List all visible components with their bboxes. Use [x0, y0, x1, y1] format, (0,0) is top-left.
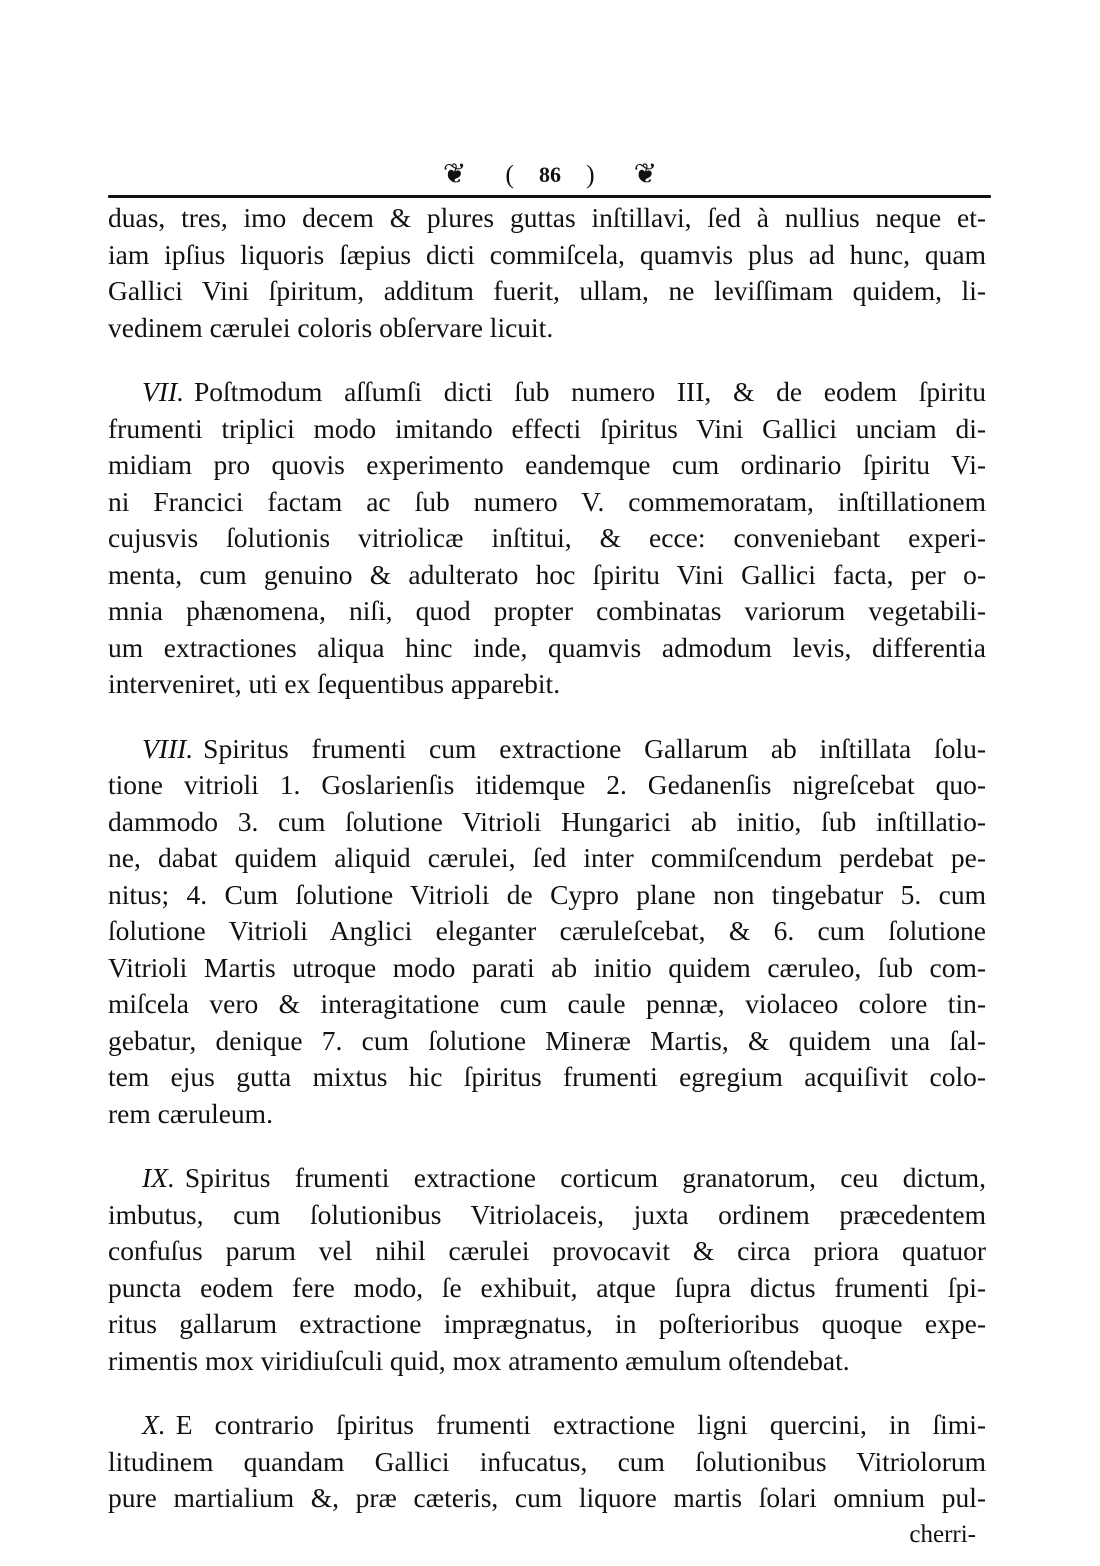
line-text: duas, tres, imo decem & plures guttas inſtillavi, ſed à nullius neque et- — [108, 202, 986, 233]
line-text: tione vitrioli 1. Goslarienſis itidemque 2. Gedanenſis nigreſcebat quo- — [108, 769, 986, 800]
text-line — [108, 630, 986, 667]
text-line — [108, 484, 986, 521]
paragraph-gap — [108, 346, 986, 374]
paragraph — [108, 374, 986, 703]
line-text: dammodo 3. cum ſolutione Vitrioli Hungarici ab initio, ſub inſtillatio- — [108, 805, 986, 837]
text-line — [108, 804, 986, 841]
close-paren: ) — [586, 159, 595, 189]
line-text: E contrario ſpiritus frumenti extractione ligni quercini, in ſimi- — [175, 1409, 986, 1440]
section-numeral: VII. — [142, 376, 184, 407]
line-text: iam ipſius liquoris ſæpius dicti commiſcela, quamvis plus ad hunc, quam — [108, 238, 986, 270]
text-line — [108, 593, 986, 630]
line-text: cujusvis ſolutionis vitriolicæ inſtitui, & ecce: conveniebant experi- — [108, 522, 986, 553]
open-paren: ( — [505, 159, 514, 189]
text-line — [108, 767, 986, 804]
running-header — [0, 158, 1100, 190]
text-line — [108, 913, 986, 950]
section-numeral: IX. — [142, 1162, 175, 1193]
line-text: ne, dabat quidem aliquid cærulei, ſed inter commiſcendum perdebat pe- — [108, 842, 986, 873]
text-line — [108, 411, 986, 448]
line-text: pure martialium &, præ cæteris, cum liquore martis ſolari omnium pul- — [108, 1482, 986, 1513]
line-text: Vitrioli Martis utroque modo parati ab initio quidem cæruleo, ſub com- — [108, 951, 986, 983]
line-text: ſolutione Vitrioli Anglici eleganter cæruleſcebat, & 6. cum ſolutione — [108, 915, 986, 946]
text-line — [108, 557, 986, 594]
text-line — [108, 1023, 986, 1060]
section-numeral: X. — [142, 1409, 166, 1440]
text-line — [108, 374, 986, 411]
line-text: Spiritus frumenti cum extractione Gallarum ab inſtillata ſolu- — [203, 732, 986, 764]
text-line — [108, 1160, 986, 1197]
text-line — [108, 447, 986, 484]
fleuron-right-icon: ❦ — [633, 158, 658, 190]
line-text: Poſtmodum aſſumſi dicti ſub numero III, & de eodem ſpiritu — [194, 376, 986, 407]
line-text: ni Francici factam ac ſub numero V. commemoratam, inſtillationem — [108, 485, 986, 517]
text-line — [108, 1233, 986, 1270]
paragraph-gap — [108, 703, 986, 731]
fleuron-left-icon: ❦ — [442, 158, 467, 190]
line-text: litudinem quandam Gallici infucatus, cum ſolutionibus Vitriolorum — [108, 1445, 986, 1477]
section-numeral: VIII. — [142, 732, 194, 764]
paragraph — [108, 200, 986, 346]
catchword: cherri- — [909, 1520, 976, 1548]
line-text: imbutus, cum ſolutionibus Vitriolaceis, juxta ordinem præcedentem — [108, 1198, 986, 1230]
text-line — [108, 731, 986, 768]
text-line — [108, 1407, 986, 1444]
line-text: gebatur, denique 7. cum ſolutione Mineræ Martis, & quidem una ſal- — [108, 1024, 986, 1056]
text-line — [108, 310, 986, 347]
paragraph — [108, 1160, 986, 1379]
text-line — [108, 1306, 986, 1343]
header-rule — [108, 195, 991, 198]
line-text: menta, cum genuino & adulterato hoc ſpiritu Vini Gallici facta, per o- — [108, 558, 986, 590]
text-line — [108, 1096, 986, 1133]
line-text: rem cæruleum. — [108, 1097, 273, 1129]
line-text: interveniret, uti ex ſequentibus apparebit. — [108, 668, 561, 699]
paragraph-gap — [108, 1132, 986, 1160]
line-text: frumenti triplici modo imitando effecti ſpiritus Vini Gallici unciam di- — [108, 412, 986, 444]
text-line — [108, 840, 986, 877]
text-line — [108, 1197, 986, 1234]
text-line — [108, 200, 986, 237]
paragraph — [108, 1407, 986, 1517]
line-text: Gallici Vini ſpiritum, additum fuerit, ullam, ne leviſſimam quidem, li- — [108, 275, 986, 306]
text-line — [108, 950, 986, 987]
line-text: tem ejus gutta mixtus hic ſpiritus frumenti egregium acquiſivit colo- — [108, 1061, 986, 1092]
line-text: ritus gallarum extractione imprægnatus, in poſterioribus quoque expe- — [108, 1308, 986, 1339]
line-text: puncta eodem fere modo, ſe exhibuit, atque ſupra dictus frumenti ſpi- — [108, 1271, 986, 1303]
text-line — [108, 237, 986, 274]
page-body — [108, 200, 986, 1553]
text-line — [108, 520, 986, 557]
paragraph — [108, 731, 986, 1133]
paragraph-gap — [108, 1379, 986, 1407]
line-text: Spiritus frumenti extractione corticum granatorum, ceu dictum, — [184, 1162, 986, 1193]
text-line — [108, 1480, 986, 1517]
line-text: nitus; 4. Cum ſolutione Vitrioli de Cypro plane non tingebatur 5. cum — [108, 878, 986, 910]
text-line — [108, 877, 986, 914]
line-text: confuſus parum vel nihil cærulei provocavit & circa priora quatuor — [108, 1235, 986, 1266]
text-line — [108, 986, 986, 1023]
line-text: midiam pro quovis experimento eandemque cum ordinario ſpiritu Vi- — [108, 449, 986, 480]
text-line — [108, 1059, 986, 1096]
line-text: rimentis mox viridiuſculi quid, mox atramento æmulum oſtendebat. — [108, 1344, 850, 1376]
text-line — [108, 1444, 986, 1481]
line-text: vedinem cærulei coloris obſervare licuit. — [108, 311, 554, 343]
line-text: mnia phænomena, niſi, quod propter combinatas variorum vegetabili- — [108, 595, 986, 626]
text-line — [108, 1343, 986, 1380]
page-number: 86 — [539, 161, 561, 187]
line-text: miſcela vero & interagitatione cum caule pennæ, violaceo colore tin- — [108, 988, 986, 1019]
line-text: um extractiones aliqua hinc inde, quamvis admodum levis, differentia — [108, 631, 986, 663]
text-line — [108, 1270, 986, 1307]
text-line — [108, 273, 986, 310]
text-line — [108, 666, 986, 703]
